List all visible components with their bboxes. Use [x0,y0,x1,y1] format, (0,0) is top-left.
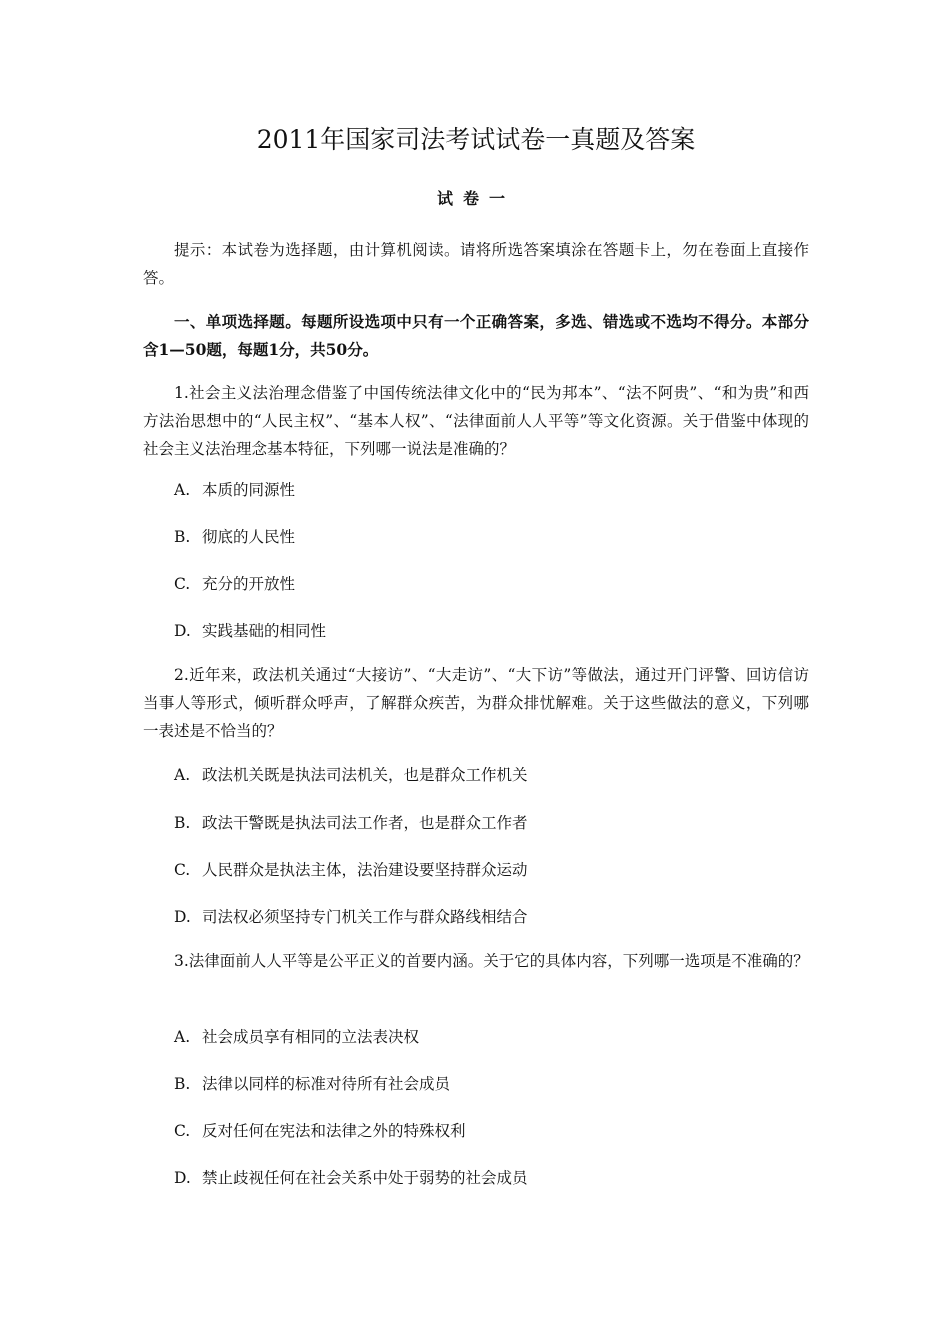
option-text: 法律以同样的标准对待所有社会成员 [202,1075,451,1093]
option-letter: D. [174,908,191,926]
question-1-option-c [174,572,809,596]
question-2-option-b [174,811,809,835]
question-3-option-c [174,1119,809,1143]
option-text: 实践基础的相同性 [202,622,327,640]
option-text: 彻底的人民性 [202,528,296,546]
option-text: 政法机关既是执法司法机关，也是群众工作机关 [202,766,528,784]
notice-paragraph: 提示：本试卷为选择题，由计算机阅读。请将所选答案填涂在答题卡上，勿在卷面上直接作答。 [143,241,809,287]
option-letter: C. [174,575,191,593]
question-3-option-d [174,1166,809,1190]
question-1-stem: 1.社会主义法治理念借鉴了中国传统法律文化中的“民为邦本”、“法不阿贵”、“和为贵”和西方法治思想中的“人民主权”、“基本人权”、“法律面前人人平等”等文化资源。关于借鉴中体现的社会主义法治理念基本特征，下列哪一说法是准确的？ [143,384,809,458]
question-1-option-d [174,619,809,643]
option-letter: A. [174,481,191,499]
question-2-option-d [174,905,809,929]
option-text: 反对任何在宪法和法律之外的特殊权利 [202,1122,466,1140]
question-3-stem: 3.法律面前人人平等是公平正义的首要内涵。关于它的具体内容，下列哪一选项是不准确的？ [174,952,809,970]
question-1-option-b [174,525,809,549]
question-2-option-a [174,763,809,787]
question-2-stem: 2.近年来，政法机关通过“大接访”、“大走访”、“大下访”等做法，通过开门评警、回访信访当事人等形式，倾听群众呼声，了解群众疾苦，为群众排忧解难。关于这些做法的意义，下列哪一表述是不恰当的？ [143,666,809,740]
option-letter: B. [174,1075,191,1093]
option-text: 政法干警既是执法司法工作者，也是群众工作者 [202,814,528,832]
paper-subtitle: 试卷一 [436,189,515,208]
option-letter: A. [174,766,191,784]
option-letter: B. [174,814,191,832]
option-text: 社会成员享有相同的立法表决权 [202,1028,420,1046]
option-letter: A. [174,1028,191,1046]
option-letter: B. [174,528,191,546]
option-text: 禁止歧视任何在社会关系中处于弱势的社会成员 [202,1169,528,1187]
option-text: 司法权必须坚持专门机关工作与群众路线相结合 [202,908,528,926]
option-text: 人民群众是执法主体，法治建设要坚持群众运动 [202,861,528,879]
question-1-option-a [174,478,809,502]
question-2-option-c [174,858,809,882]
option-letter: C. [174,1122,191,1140]
option-letter: D. [174,622,191,640]
option-letter: D. [174,1169,191,1187]
question-3-option-a [174,1025,809,1049]
section-heading: 一、单项选择题。每题所设选项中只有一个正确答案，多选、错选或不选均不得分。本部分含1—50题，每题1分，共50分。 [143,312,809,359]
question-3-option-b [174,1072,809,1096]
option-text: 本质的同源性 [202,481,296,499]
document-title: 2011年国家司法考试试卷一真题及答案 [256,125,696,154]
option-letter: C. [174,861,191,879]
option-text: 充分的开放性 [202,575,296,593]
